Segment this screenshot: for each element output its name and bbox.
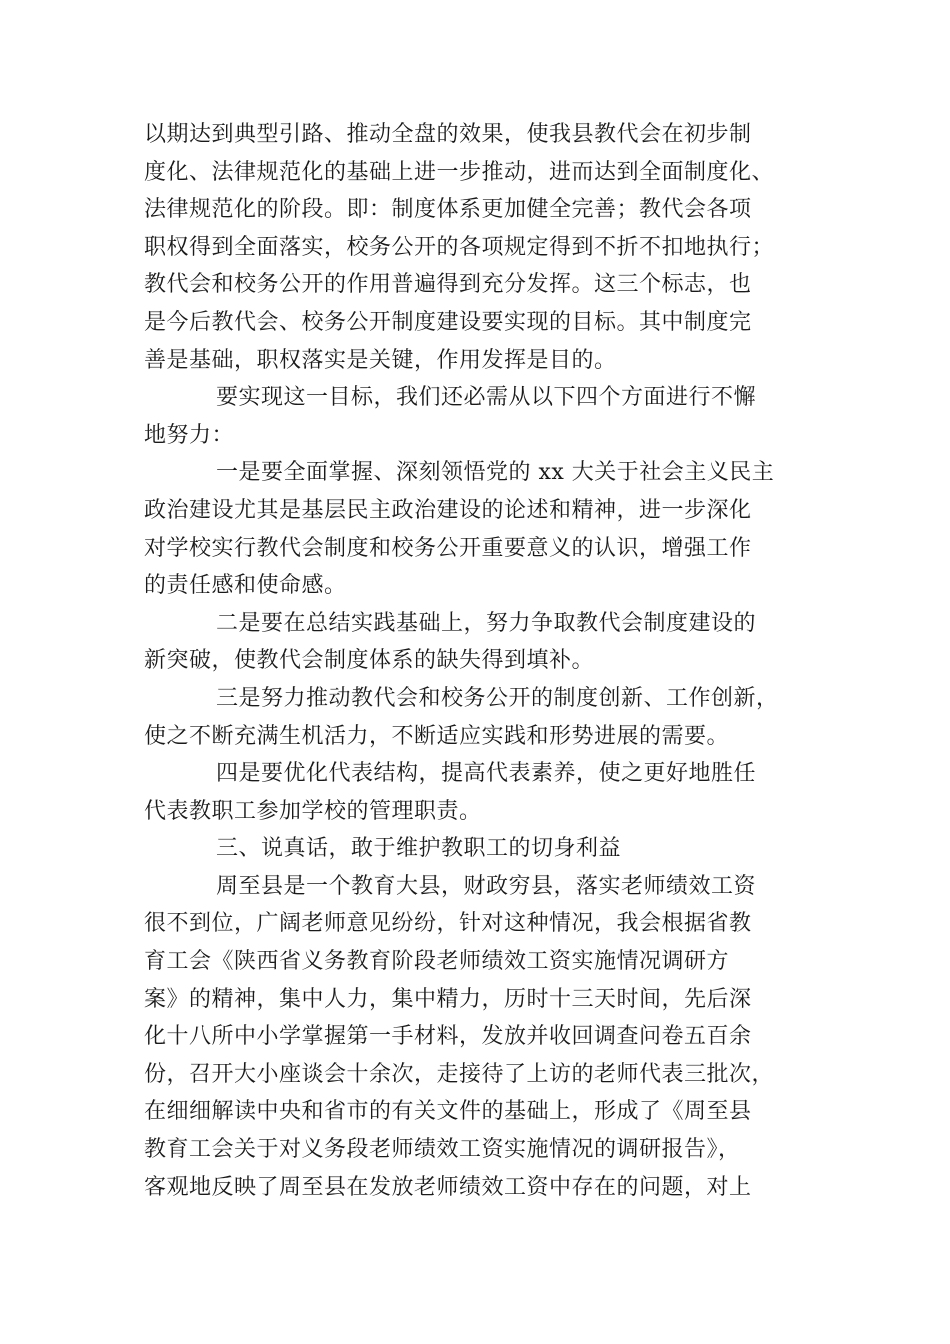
text-line: 很不到位，广阔老师意见纷纷，针对这种情况，我会根据省教 xyxy=(144,911,752,937)
text-line: 以期达到典型引路、推动全盘的效果，使我县教代会在初步制 xyxy=(144,122,752,147)
paragraph xyxy=(144,379,800,454)
text-line: 化十八所中小学掌握第一手材料，发放并收回调查问卷五百余 xyxy=(144,1024,752,1050)
text-line: 客观地反映了周至县在发放老师绩效工资中存在的问题，对上 xyxy=(144,1174,752,1200)
text-line: 份，召开大小座谈会十余次，走接待了上访的老师代表三批次， xyxy=(144,1061,775,1087)
text-line: 地努力： xyxy=(144,422,235,448)
text-line: 政治建设尤其是基层民主政治建设的论述和精神，进一步深化 xyxy=(144,497,752,523)
text-line: 二是要在总结实践基础上，努力争取教代会制度建设的 xyxy=(216,610,757,636)
text-line: 在细细解读中央和省市的有关文件的基础上，形成了《周至县 xyxy=(144,1099,752,1125)
paragraph xyxy=(144,605,800,680)
document-body xyxy=(144,116,800,1206)
text-line: 的责任感和使命感。 xyxy=(144,573,347,599)
paragraph xyxy=(144,755,800,830)
paragraph xyxy=(144,454,800,604)
text-line: 对学校实行教代会制度和校务公开重要意义的认识，增强工作 xyxy=(144,535,752,561)
text-line: 新突破，使教代会制度体系的缺失得到填补。 xyxy=(144,648,595,674)
paragraph xyxy=(144,830,800,868)
text-line: 四是要优化代表结构，提高代表素养，使之更好地胜任 xyxy=(216,761,757,787)
paragraph xyxy=(144,868,800,1206)
text-line: 育工会《陕西省义务教育阶段老师绩效工资实施情况调研方 xyxy=(144,949,730,975)
text-line: 代表教职工参加学校的管理职责。 xyxy=(144,798,482,824)
text-line: 要实现这一目标，我们还必需从以下四个方面进行不懈 xyxy=(216,385,757,411)
text-line: 三是努力推动教代会和校务公开的制度创新、工作创新， xyxy=(216,685,779,711)
text-line: 一是要全面掌握、深刻领悟党的 xx 大关于社会主义民主 xyxy=(216,460,775,486)
paragraph xyxy=(144,680,800,755)
text-line: 法律规范化的阶段。即：制度体系更加健全完善；教代会各项 xyxy=(144,197,752,223)
text-line: 案》的精神，集中人力，集中精力，历时十三天时间，先后深 xyxy=(144,986,752,1012)
paragraph xyxy=(144,116,800,379)
text-line: 是今后教代会、校务公开制度建设要实现的目标。其中制度完 xyxy=(144,309,752,335)
text-line: 度化、法律规范化的基础上进一步推动，进而达到全面制度化、 xyxy=(144,159,775,185)
text-line: 善是基础，职权落实是关键，作用发挥是目的。 xyxy=(144,347,617,373)
text-line: 使之不断充满生机活力，不断适应实践和形势进展的需要。 xyxy=(144,723,730,749)
text-line: 周至县是一个教育大县，财政穷县，落实老师绩效工资 xyxy=(216,873,757,899)
text-line: 教代会和校务公开的作用普遍得到充分发挥。这三个标志，也 xyxy=(144,272,752,298)
text-line: 职权得到全面落实，校务公开的各项规定得到不折不扣地执行； xyxy=(144,234,775,260)
text-line: 三、说真话，敢于维护教职工的切身利益 xyxy=(216,836,622,862)
text-line: 教育工会关于对义务段老师绩效工资实施情况的调研报告》， xyxy=(144,1137,741,1163)
